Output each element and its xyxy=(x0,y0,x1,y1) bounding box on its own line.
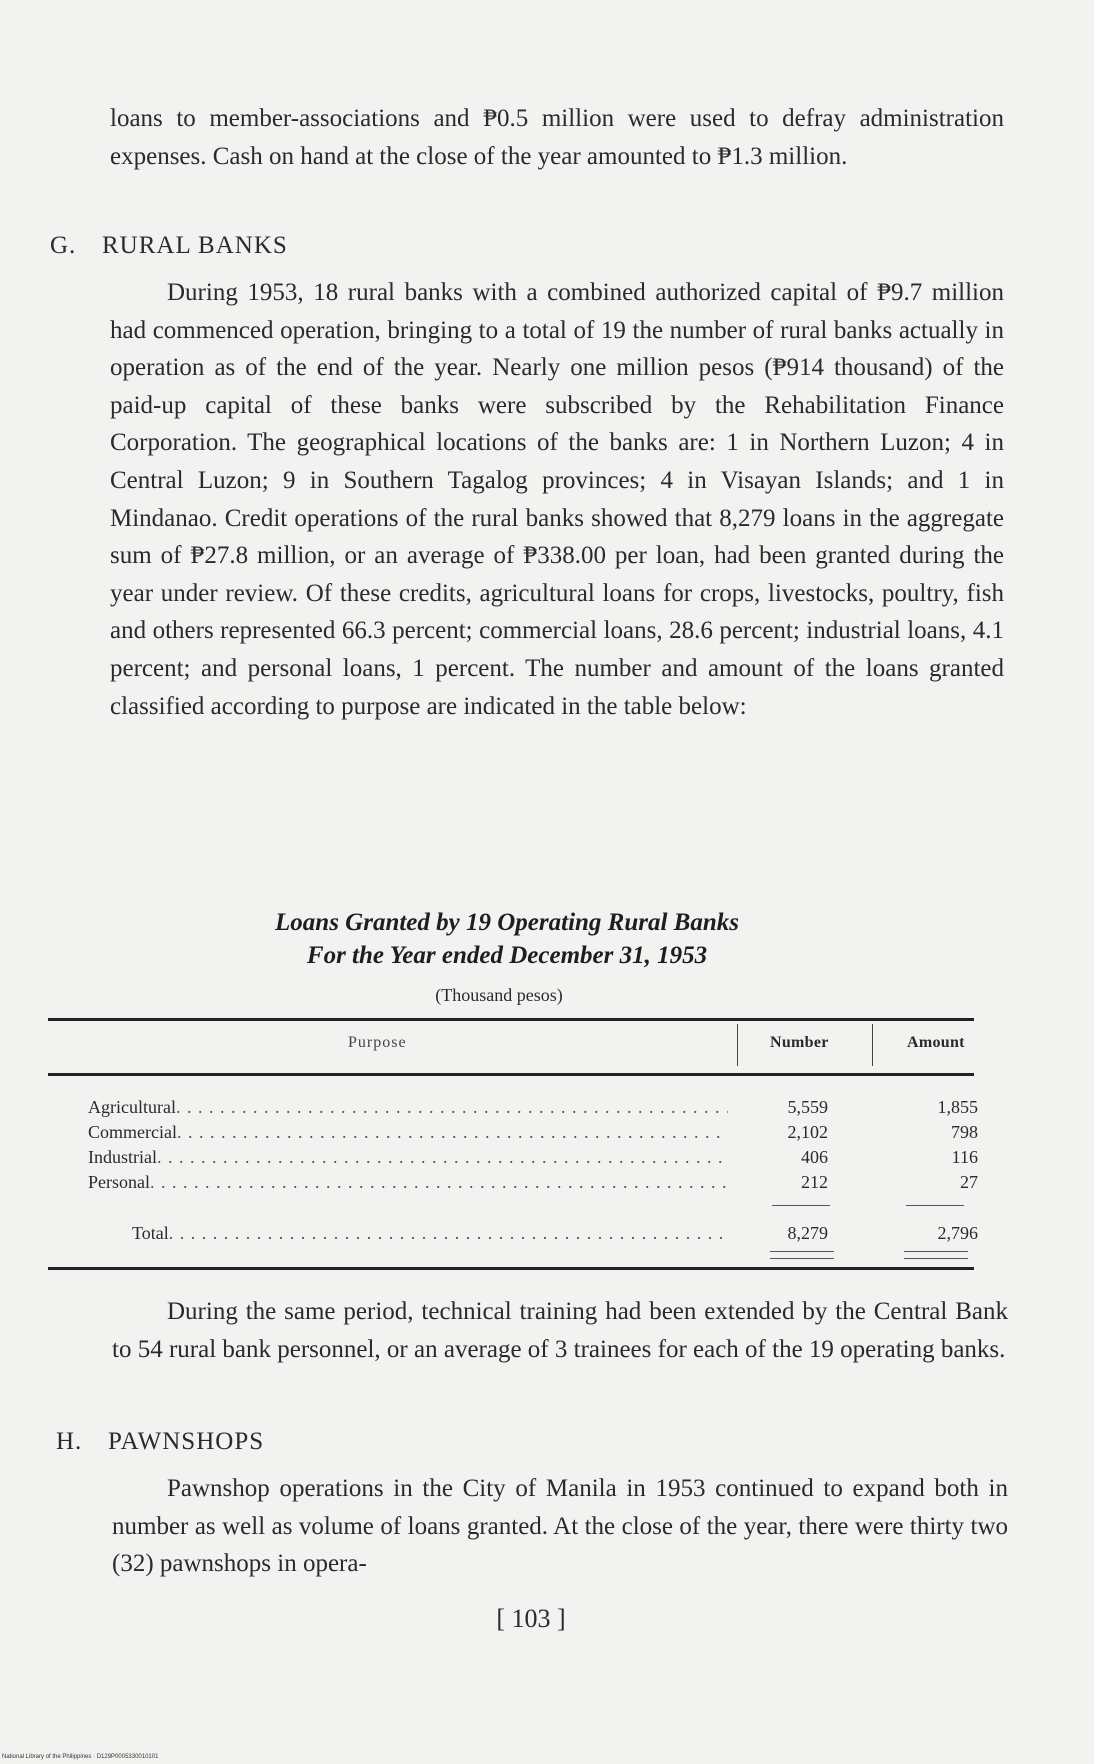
table-row xyxy=(88,1095,978,1119)
intro-paragraph: loans to member-associations and ₱0.5 million were used to defray administration expenses. Cash on hand at the close of the year amounted to ₱1.3 million. xyxy=(110,105,1004,170)
page-number: [ 103 ] xyxy=(496,1604,566,1633)
after-table-paragraph: During the same period, technical training had been extended by the Central Bank to 54 rural bank personnel, or an average of 3 trainees for each of the 19 operating banks. xyxy=(112,1298,1008,1363)
row-purpose: Commercial . . . xyxy=(88,1120,728,1144)
row-amount: 798 xyxy=(951,1122,978,1142)
row-amount: 27 xyxy=(960,1172,978,1192)
subtotal-underline xyxy=(772,1205,830,1206)
table-total-row xyxy=(88,1221,978,1245)
section-g-heading xyxy=(50,232,288,260)
table-row xyxy=(88,1145,978,1169)
table-row xyxy=(88,1120,978,1144)
section-g-title: RURAL BANKS xyxy=(102,232,288,259)
section-g-letter: G. xyxy=(50,232,77,259)
row-number: 406 xyxy=(801,1147,828,1167)
section-h-letter: H. xyxy=(56,1428,83,1455)
row-amount: 116 xyxy=(951,1147,978,1167)
total-number: 8,279 xyxy=(787,1223,828,1243)
table-title-line1: Loans Granted by 19 Operating Rural Banks xyxy=(275,909,739,936)
total-label: Total . . . xyxy=(132,1221,728,1245)
row-purpose: Personal . . . xyxy=(88,1170,728,1194)
row-purpose: Agricultural . . . xyxy=(88,1095,728,1119)
header-purpose: Purpose xyxy=(348,1034,407,1051)
table-bottom-rule xyxy=(48,1267,974,1270)
row-number: 2,102 xyxy=(787,1122,828,1142)
table-row xyxy=(88,1170,978,1194)
header-amount: Amount xyxy=(907,1034,965,1051)
header-number: Number xyxy=(770,1034,829,1051)
section-h-paragraph: Pawnshop operations in the City of Manila in 1953 continued to expand both in number as well as volume of loans granted. At the close of the year, there were thirty two (32) pawnshops in opera- xyxy=(112,1475,1008,1578)
section-h-title: PAWNSHOPS xyxy=(108,1428,265,1455)
table-top-rule xyxy=(48,1018,974,1021)
row-number: 212 xyxy=(801,1172,828,1192)
table-units: (Thousand pesos) xyxy=(435,985,563,1005)
column-divider xyxy=(872,1024,873,1066)
total-double-underline xyxy=(904,1251,968,1259)
row-purpose: Industrial . . . xyxy=(88,1145,728,1169)
subtotal-underline xyxy=(906,1205,964,1206)
section-h-heading xyxy=(56,1428,264,1456)
footer-text: National Library of the Philippines · D129P0005330010101 xyxy=(2,1754,159,1760)
total-amount: 2,796 xyxy=(937,1223,978,1243)
total-double-underline xyxy=(770,1251,834,1259)
table-header-rule xyxy=(48,1073,974,1076)
table-title-line2: For the Year ended December 31, 1953 xyxy=(306,942,708,969)
column-divider xyxy=(737,1024,738,1066)
section-g-paragraph: During 1953, 18 rural banks with a combined authorized capital of ₱9.7 million had commenced operation, bringing to a total of 19 the number of rural banks actually in operation as of the end of the year. Nearly one million pesos (₱914 thousand) of the paid-up capital of these banks were subscribed by the Rehabilitation Finance Corporation. The geographical locations of the banks are: 1 in Northern Luzon; 4 in Central Luzon; 9 in Southern Tagalog provinces; 4 in Visayan Islands; and 1 in Mindanao. Credit operations of the rural banks showed that 8,279 loans in the aggregate sum of ₱27.8 million, or an average of ₱338.00 per loan, had been granted during the year under review. Of these credits, agricultural loans for crops, livestocks, poultry, fish and others represented 66.3 percent; commercial loans, 28.6 percent; industrial loans, 4.1 percent; and personal loans, 1 percent. The number and amount of the loans granted classified according to purpose are indicated in the table below: xyxy=(110,279,1004,720)
row-number: 5,559 xyxy=(787,1097,828,1117)
row-amount: 1,855 xyxy=(937,1097,978,1117)
